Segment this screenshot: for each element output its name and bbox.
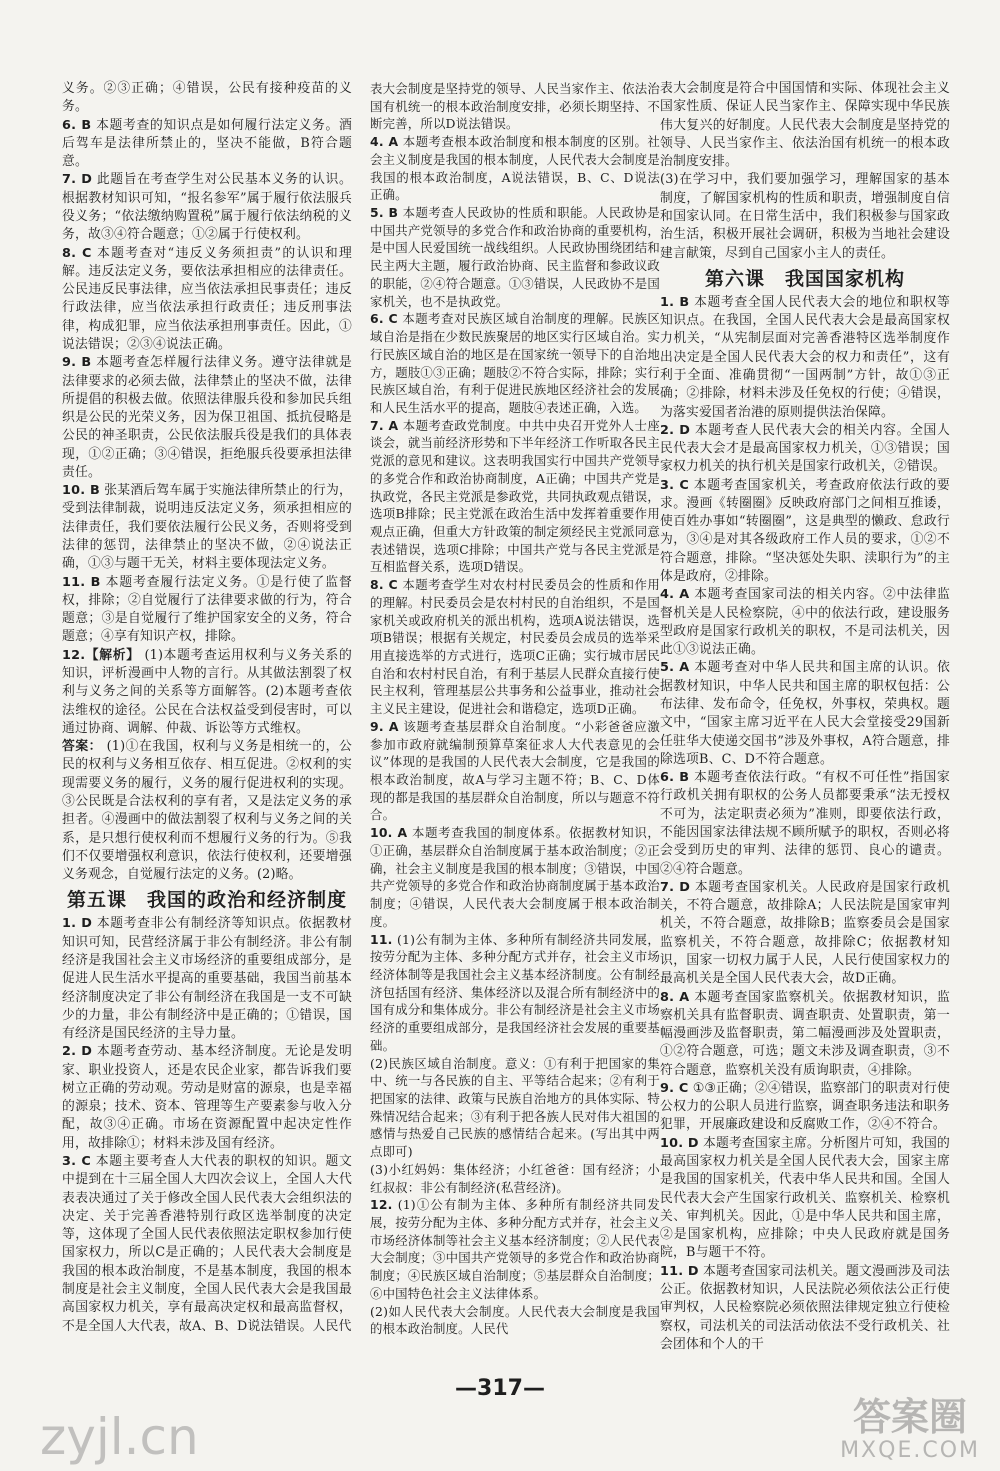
answer-number: 2. D	[62, 1044, 93, 1060]
answer-text: 本题考查非公有制经济等知识点。依据教材知识可知，民营经济属于非公有制经济。非公有制经济是我国社会主义市场经济的重要组成部分，是促进人民生活水平提高的重要基础，我国当前基本经济制度决定了非公有制经济在我国是一支不可缺少的力量，非公有制经济中是正确的；①错误，国有经济是国民经济的主导力量。	[62, 916, 352, 1042]
answer-number: 6. B	[62, 117, 92, 133]
section-heading: 第六课 我国国家机构	[704, 267, 905, 290]
answer-text: (1)公有制为主体、多种所有制经济共同发展，按劳分配为主体、多种分配方式并存，社会主义市场经济体制等是我国社会主义基本经济制度。公有制经济包括国有经济、集体经济以及混合所有制经济中的国有成分和集体成分。非公有制经济是社会主义市场经济的重要组成部分，是我国经济社会发展的重要基础。	[370, 931, 660, 1053]
answer-item	[62, 1153, 352, 1336]
answer-item	[660, 879, 950, 989]
watermark-mxqe	[840, 1396, 980, 1463]
answer-number: 3. C	[660, 477, 689, 493]
answer-text: 此题旨在考查学生对公民基本义务的认识。根据教材知识可知，“报名参军”属于履行依法服兵役义务；“依法缴纳购置税”属于履行依法纳税的义务，故③④符合题意；①②属于行使权利。	[62, 172, 352, 243]
answer-column-3	[660, 80, 950, 1354]
answer-text: (3)在学习中，我们要加强学习，理解国家的基本制度，了解国家机构的性质和职责，增强制度自信和国家认同。在日常生活中，我们积极参与国家政治生活，积极开展社会调研，积极为当地社会建设建言献策，尽到自己国家小主人的责任。	[660, 172, 950, 261]
answer-item	[660, 769, 950, 879]
answer-text: (3)小红妈妈：集体经济；小红爸爸：国有经济；小红叔叔：非公有制经济(私营经济)。	[370, 1161, 660, 1195]
answer-item	[370, 1055, 660, 1161]
answer-number: 11.	[370, 931, 393, 947]
answer-number: 7. A	[370, 417, 399, 433]
answer-text: (2)民族区域自治制度。意义：①有利于把国家的集中、统一与各民族的自主、平等结合起来；②有利于把国家的法律、政策与民族自治地方的具体实际、特殊情况结合起来；③有利于把各族人民对伟大祖国的感情与热爱自己民族的感情结合起来。(写出其中两点即可)	[370, 1055, 660, 1160]
answer-text: 本题考查履行法定义务。①是行使了监督权，排除；②自觉履行了法律要求做的行为，符合题意；③是自觉履行了维护国家安全的义务，符合题意；④享有知识产权，排除。	[62, 574, 352, 645]
answer-number: 6. C	[370, 311, 398, 327]
answer-item	[370, 1196, 660, 1302]
answer-item	[62, 245, 352, 355]
answer-number: 8. A	[660, 989, 690, 1005]
answer-number: 答案：	[62, 739, 102, 755]
watermark-title: 答案圈	[853, 1395, 968, 1439]
answer-number: 1. B	[660, 294, 690, 310]
answer-number: 9. B	[62, 355, 92, 371]
answer-number: 9. A	[370, 718, 399, 734]
answer-item	[660, 477, 950, 587]
answer-number: 11. D	[660, 1263, 699, 1279]
answer-item	[370, 1303, 660, 1338]
answer-number: 10. B	[62, 483, 100, 499]
answer-item	[62, 117, 352, 172]
answer-item	[62, 915, 352, 1043]
answer-number: 4. A	[660, 587, 690, 603]
answer-text: 该题考查基层群众自治制度。“小彩爸爸应激参加市政府就编制预算草案征求人大代表意见的会议”体现的是我国的人民代表大会制度，它是我国的根本政治制度，故A与学习主题不符；B、C、D体现的都是我国的基层群众自治制度，所以与题意不符合。	[370, 718, 660, 823]
answer-text: 本题考查国家司法的相关内容。②中法律监督机关是人民检察院，④中的依法行政，建设服务型政府是国家行政机关的职权，不是司法机关，因此①③说法正确。	[660, 587, 950, 658]
watermark-zyjl: zyjl.cn	[40, 1408, 199, 1466]
answer-item	[62, 354, 352, 482]
answer-column-1	[62, 80, 352, 1336]
answer-text: 本题考查国家监察机关。依据教材知识，监察机关具有监督职责、调查职责、处置职责，第一幅漫画涉及监督职责，第二幅漫画涉及处置职责，①②符合题意，可选；题文未涉及调查职责，③不符合题意，监察机关没有质询职责，④排除。	[660, 989, 950, 1078]
answer-number: 10. A	[370, 825, 408, 841]
answer-text: 本题考查人民代表大会的相关内容。全国人民代表大会才是最高国家权力机关，①③错误；国家权力机关的执行机关是国家行政机关，②错误。	[660, 422, 950, 475]
answer-text: 本题考查我国的制度体系。依据教材知识，①正确，基层群众自治制度属于基本政治制度；②正确，社会主义制度是我国的根本制度；③错误，中国共产党领导的多党合作和政治协商制度属于基本政治制度；④错误，人民代表大会制度属于根本政治制度。	[370, 825, 660, 929]
answer-item	[370, 204, 660, 310]
answer-text: 本题考查怎样履行法律义务。遵守法律就是法律要求的必须去做，法律禁止的坚决不做，法律所提倡的积极去做。依照法律服兵役和参加民兵组织是公民的光荣义务，因为保卫祖国、抵抗侵略是公民的神圣职责，公民依法服兵役是我们的具体表现，①②正确；③④错误，拒绝服兵役要承担法律责任。	[62, 355, 352, 480]
answer-item	[660, 1263, 950, 1354]
answer-item	[370, 718, 660, 824]
answer-text: 表大会制度是符合中国国情和实际、体现社会主义国家性质、保证人民当家作主、保障实现中华民族伟大复兴的好制度。人民代表大会制度是坚持党的领导、人民当家作主、依法治国有机统一的根本政治制度安排。	[660, 81, 950, 170]
answer-item	[62, 574, 352, 647]
answer-text: (1)本题考查运用权利与义务关系的知识，评析漫画中人物的言行。从其做法割裂了权利与义务之间的关系等方面解答。(2)本题考查依法维权的途径。公民在合法权益受到侵害时，可以通过协商、调解、仲裁、诉讼等方式维权。	[62, 647, 352, 736]
watermark-site: MXQE.COM	[840, 1438, 980, 1463]
answer-text: 本题考查依法行政。“有权不可任性”指国家行政机关拥有职权的公务人员都要秉承“法无授权不可为，法定职责必须为”准则，即要依法行政，不能因国家法律法规不顾所赋予的职权，否则必将会受到历史的审判、法律的惩罚、良心的谴责。②④符合题意。	[660, 770, 950, 877]
answer-item	[370, 310, 660, 416]
answer-text: (2)如人民代表大会制度。人民代表大会制度是我国的根本政治制度。人民代	[370, 1303, 660, 1337]
answer-number: 8. C	[370, 577, 398, 593]
answer-text: 本题考查对民族区域自治制度的理解。民族区域自治是指在少数民族聚居的地区实行区域自治。实行民族区域自治的地区是在国家统一领导下的自治地方，题肢①③正确；题肢②不符合实际，排除；实行民族区域自治，有利于促进民族地区经济社会的发展和人民生活水平的提高，题肢④表述正确，入选。	[370, 311, 661, 415]
answer-number: 4. A	[370, 134, 399, 150]
answer-text: 本题考查人民政协的性质和职能。人民政协是中国共产党领导的多党合作和政治协商的重要机构，是中国人民爱国统一战线组织。人民政协围绕团结和民主两大主题，履行政治协商、民主监督和参政议政的职能，②④符合题意。①③错误，人民政协不是国家机关，也不是执政党。	[370, 205, 661, 309]
answer-text: 张某酒后驾车属于实施法律所禁止的行为，受到法律制裁，说明违反法定义务，须承担相应的法律责任，我们要依法履行公民义务，否则将受到法律的惩罚，法律禁止的坚决不做，②④说法正确，①③与题干无关，材料主要体现法定义务。	[62, 483, 352, 572]
answer-item	[370, 824, 660, 930]
answer-text: 本题考查国家司法机关。题文漫画涉及司法公正。依据教材知识，人民法院必须依法公正行使审判权，人民检察院必须依照法律规定独立行使检察权，司法机关的司法活动依法不受行政机关、社会团体和个人的干	[660, 1263, 950, 1352]
answer-item	[370, 1161, 660, 1196]
answer-item	[660, 989, 950, 1080]
answer-text: 表大会制度是坚持党的领导、人民当家作主、依法治国有机统一的根本政治制度安排，必须长期坚持、不断完善，所以D说法错误。	[370, 81, 660, 132]
answer-number: 1. D	[62, 916, 93, 932]
answer-item	[62, 482, 352, 573]
answer-number: 2. D	[660, 422, 691, 438]
answer-text: 本题考查全国人民代表大会的地位和职权等知识点。在我国，全国人民代表大会是最高国家权力机关，“从宪制层面对完善香港特区选举制度作出决定是全国人民代表大会的权力和责任”，这有利于全面、准确贯彻“一国两制”方针，故①③正确；②排除，材料未涉及任免权的行使；④错误，为落实爱国者治港的原则提供法治保障。	[660, 294, 950, 420]
answer-item	[370, 133, 660, 204]
answer-text: 本题考查根本政治制度和根本制度的区别。社会主义制度是我国的根本制度，人民代表大会制度是我国的根本政治制度，A说法错误，B、C、D说法正确。	[370, 134, 661, 203]
answer-number: 12.	[370, 1197, 393, 1213]
answer-item	[62, 1043, 352, 1153]
answer-item	[660, 294, 950, 422]
answer-item	[62, 80, 352, 117]
answer-item	[62, 647, 352, 738]
answer-item	[660, 171, 950, 262]
answer-text: 本题考查国家机关，考查政府依法行政的要求。漫画《转圈圈》反映政府部门之间相互推诿，使百姓办事如“转圈圈”，这是典型的懒政、怠政行为，③④是对其各级政府工作人员的要求，①②不符合题意，排除。“坚决惩处失职、渎职行为”的主体是政府，②排除。	[660, 477, 950, 585]
answer-number: 5. A	[660, 660, 690, 676]
page-number: —317—	[455, 1376, 545, 1401]
answer-text: 本题主要考查人大代表的职权的知识。题文中提到在十三届全国人大四次会议上，全国人大代表表决通过了关于修改全国人民代表大会组织法的决定、关于完善香港特别行政区选举制度的决定等，这体现了全国人民代表依照法定职权参加行使国家权力，所以C是正确的；人民代表大会制度是我国的根本政治制度，不是基本制度，我国的根本制度是社会主义制度，全国人民代表大会是我国最高国家权力机关，享有最高决定权和最高监督权，不是全国人大代表，故A、B、D说法错误。人民代	[62, 1154, 352, 1334]
answer-number: 3. C	[62, 1154, 91, 1170]
answer-item	[370, 80, 660, 133]
answer-number: 6. B	[660, 770, 690, 786]
answer-text: 本题考查对中华人民共和国主席的认识。依据教材知识，中华人民共和国主席的职权包括：公布法律、发布命令，任免权，外事权，荣典权。题文中，“国家主席习近平在人民大会堂接受29国新任驻华大使递交国书”涉及外事权，A符合题意，排除选项B、C、D不符合题意。	[660, 660, 950, 767]
answer-item	[660, 422, 950, 477]
answer-number: 7. D	[62, 172, 93, 188]
answer-number: 7. D	[660, 879, 691, 895]
answer-text: 本题考查国家主席。分析图片可知，我国的最高国家权力机关是全国人民代表大会，国家主席是我国的国家机关，代表中华人民共和国。全国人民代表大会产生国家行政机关、监察机关、检察机关、审判机关。因此，①是中华人民共和国主席，②是国家机构，应排除；中央人民政府就是国务院，B与题干不符。	[660, 1135, 950, 1261]
answer-text: (1)①在我国，权利与义务是相统一的，公民的权利与义务相互依存、相互促进。②权利的实现需要义务的履行，义务的履行促进权利的实现。③公民既是合法权利的享有者，又是法定义务的承担者。④漫画中的做法割裂了权利与义务之间的关系，是只想行使权利而不想履行义务的行为。⑤我们不仅要增强权利意识，依法行使权利，还要增强义务观念，自觉履行法定的义务。(2)略。	[62, 739, 352, 883]
answer-item	[370, 417, 660, 576]
answer-text: 义务。②③正确；④错误，公民有接种疫苗的义务。	[62, 81, 352, 115]
answer-text: ①③正确；②④错误，监察部门的职责对行使公权力的公职人员进行监察，调查职务违法和职务犯罪，开展廉政建设和反腐败工作，②④不符合。	[660, 1080, 950, 1133]
answer-item	[62, 738, 352, 884]
answer-text: 本题考查的知识点是如何履行法定义务。酒后驾车是法律所禁止的，坚决不能做，B符合题意。	[62, 117, 352, 170]
answer-item	[660, 659, 950, 769]
answer-number: 11. B	[62, 574, 101, 590]
answer-text: 本题考查劳动、基本经济制度。无论是发明家、职业投资人，还是农民企业家，都告诉我们要树立正确的劳动观。劳动是财富的源泉，也是幸福的源泉；技术、资本、管理等生产要素参与收入分配，故③④正确。市场在资源配置中起决定性作用，故排除①；材料未涉及国有经济。	[62, 1044, 352, 1151]
answer-text: 本题考查政党制度。中共中央召开党外人士座谈会，就当前经济形势和下半年经济工作听取各民主党派的意见和建议。这表明我国实行中国共产党领导的多党合作和政治协商制度，A正确；中国共产党是执政党，各民主党派是参政党，共同执政观点错误，选项B排除；民主党派在政治生活中发挥着重要作用观点正确，但重大方针政策的制定须经民主党派同意表述错误，选项C排除；中国共产党与各民主党派是互相监督关系，选项D错误。	[370, 417, 661, 575]
answer-text: 本题考查国家机关。人民政府是国家行政机关，不符合题意，故排除A；人民法院是国家审判机关，不符合题意，故排除B；监察委员会是国家监察机关，不符合题意，故排除C；依据教材知识，国家一切权力属于人民，人民行使国家权力的最高机关是全国人民代表大会，故D正确。	[660, 879, 950, 987]
answer-item	[660, 80, 950, 171]
answer-item	[660, 1080, 950, 1135]
answer-text: 本题考查对“违反义务须担责”的认识和理解。违反法定义务，要依法承担相应的法律责任。公民违反民事法律，应当依法承担民事责任；违反行政法律，应当依法承担行政责任；违反刑事法律，构成犯罪，应当依法承担刑事责任。因此，①说法错误；②③④说法正确。	[62, 245, 352, 352]
section-heading: 第五课 我国的政治和经济制度	[66, 889, 347, 912]
answer-number: 12.【解析】	[62, 647, 140, 663]
answer-text: (1)①公有制为主体、多种所有制经济共同发展，按劳分配为主体、多种分配方式并存，社会主义市场经济体制等社会主义基本经济制度；②人民代表大会制度；③中国共产党领导的多党合作和政治协商制度；④民族区域自治制度；⑤基层群众自治制度；⑥中国特色社会主义法律体系。	[370, 1197, 660, 1301]
answer-item	[62, 171, 352, 244]
answer-column-2	[370, 80, 660, 1338]
answer-item	[660, 586, 950, 659]
answer-number: 5. B	[370, 205, 399, 221]
answer-number: 9. C	[660, 1080, 689, 1096]
answer-item	[660, 1135, 950, 1263]
answer-text: 本题考查学生对农村村民委员会的性质和作用的理解。村民委员会是农村村民的自治组织，不是国家机关或政府机关的派出机构，选项A说法错误，选项B错误；根据有关规定，村民委员会成员的选举采用直接选举的方式进行，选项C正确；实行城市居民自治和农村村民自治，有利于基层人民群众直接行使民主权利，管理基层公共事务和公益事业，推动社会主义民主建设，促进社会和谐稳定，选项D正确。	[370, 577, 661, 717]
answer-item	[370, 931, 660, 1055]
answer-number: 8. C	[62, 245, 92, 261]
answer-item	[370, 576, 660, 718]
answer-number: 10. D	[660, 1135, 699, 1151]
